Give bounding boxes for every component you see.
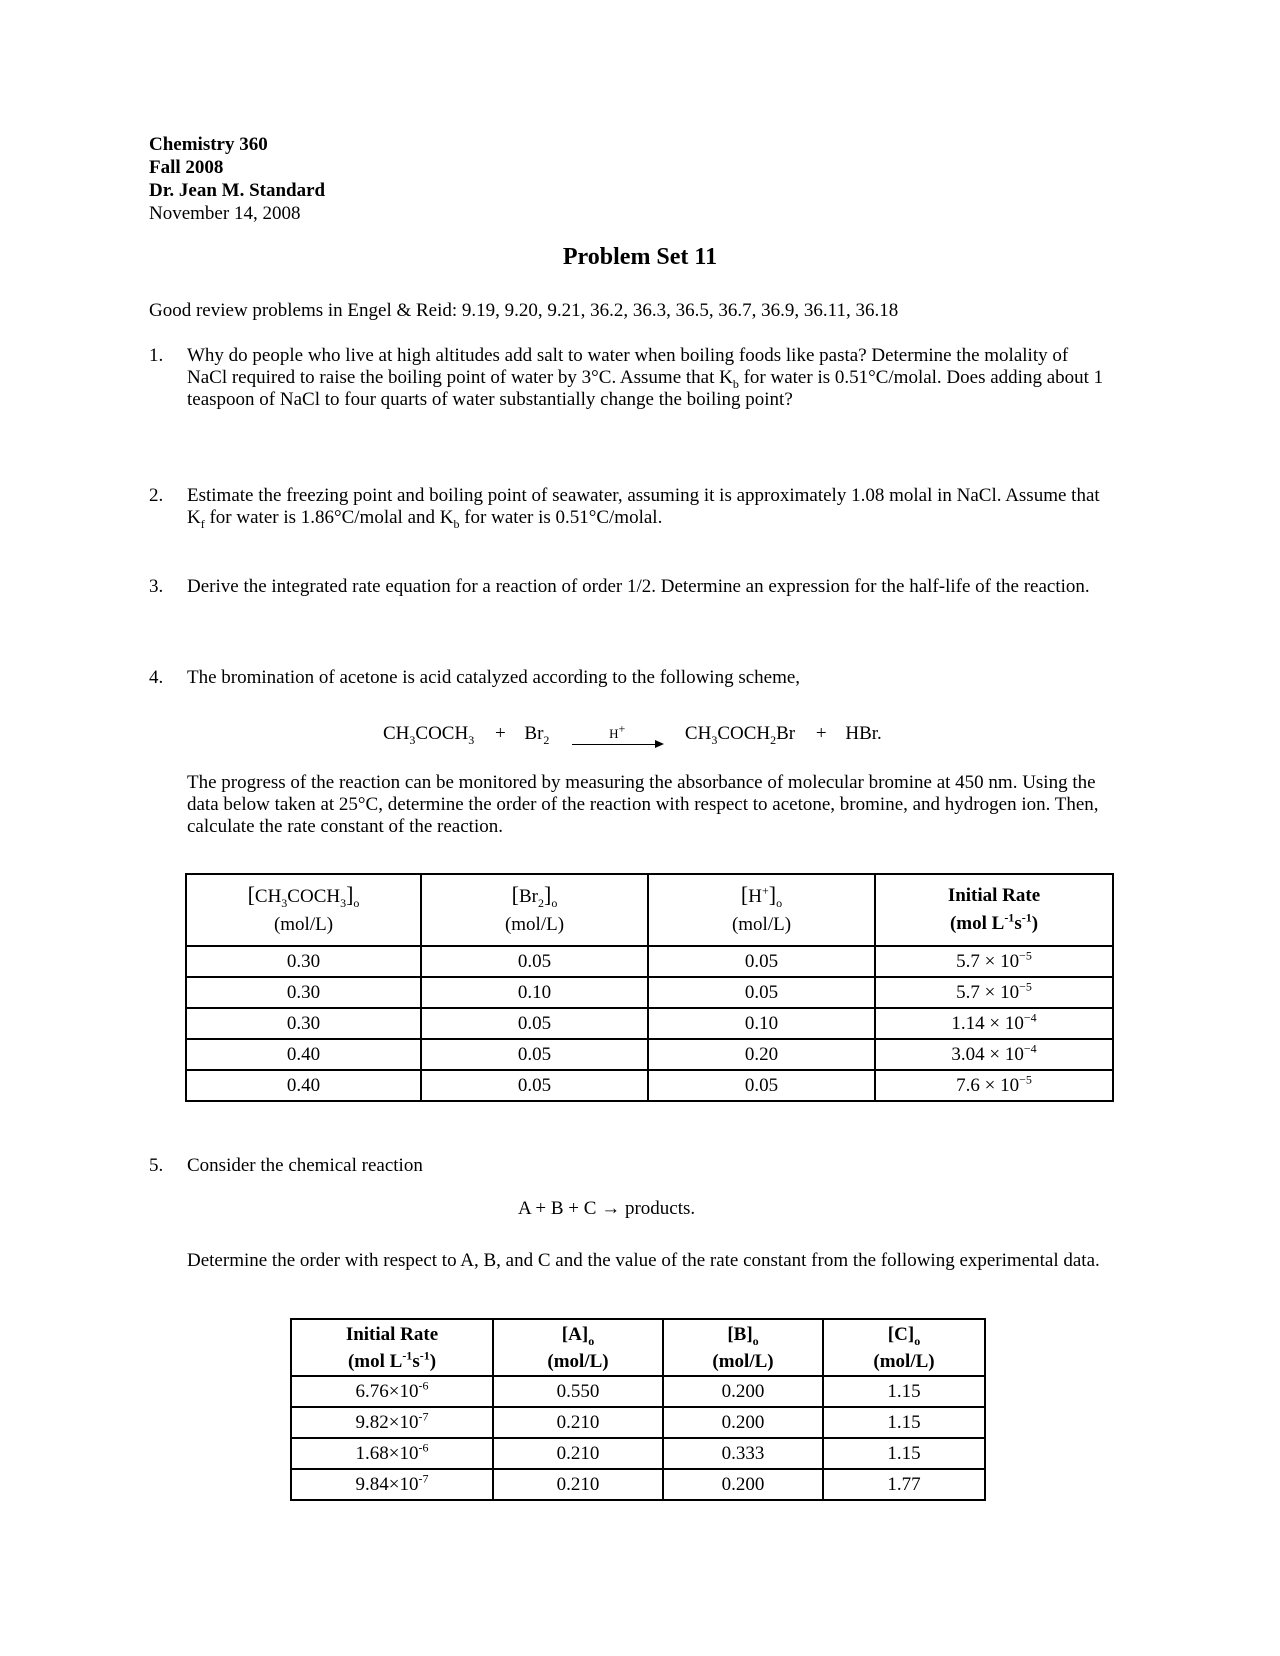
col-a: $[A]_o$ (mol/L) (493, 1319, 663, 1376)
course-title: Chemistry 360 (149, 134, 268, 155)
col-hydrogen-ion: $[H^+]_o$ (mol/L) (648, 874, 875, 946)
problem-4-number: 4. (149, 667, 164, 688)
review-problems: Good review problems in Engel & Reid: 9.19, 9.20, 9.21, 36.2, 36.3, 36.5, 36.7, 36.9, 36.11, 36.18 (149, 300, 899, 321)
abc-reaction: A + B + C → products. (518, 1198, 696, 1219)
problem-3-text: Derive the integrated rate equation for a reaction of order 1/2. Determine an expression for the half-life of the reaction. (187, 576, 1090, 597)
problem-4-text: The progress of the reaction can be monitored by measuring the absorbance of molecular bromine at 450 nm. Using the data below taken at 25°C, determine the order of the reaction with respect to acetone, bromine, and hydrogen ion. Then, calculate the rate constant of the reaction. (187, 772, 1099, 837)
table-row: 0.30 0.05 0.10 $1.14 \times 10^{-4}$ (186, 1008, 1113, 1039)
problem-5-number: 5. (149, 1155, 164, 1176)
acetone-rate-table (185, 873, 1114, 1102)
table-row: $1.68\times 10^{-6}$ 0.210 0.333 1.15 (291, 1438, 985, 1469)
table-row: $9.82\times 10^{-7}$ 0.210 0.200 1.15 (291, 1407, 985, 1438)
term: Fall 2008 (149, 157, 224, 178)
problem-2-number: 2. (149, 485, 164, 506)
table-row: $9.84\times 10^{-7}$ 0.210 0.200 1.77 (291, 1469, 985, 1500)
col-acetone: $[CH_3COCH_3]_o$ (mol/L) (186, 874, 421, 946)
product-bromoacetone: $CH_3COCH_2Br$ (684, 723, 796, 747)
table-row: $6.76\times 10^{-6}$ 0.550 0.200 1.15 (291, 1376, 985, 1407)
table-row: 0.40 0.05 0.20 $3.04 \times 10^{-4}$ (186, 1039, 1113, 1070)
col-initial-rate: Initial Rate (mol $L^{-1}s^{-1}$) (291, 1319, 493, 1376)
instructor: Dr. Jean M. Standard (149, 180, 326, 201)
col-bromine: $[Br_2]_o$ (mol/L) (421, 874, 648, 946)
table-row: 0.30 0.10 0.05 $5.7 \times 10^{-5}$ (186, 977, 1113, 1008)
bromination-reaction: $CH_3COCH_3 + Br_2$ H+ $CH_3COCH_2Br$ + HBr. (383, 721, 882, 747)
problem-4-intro: The bromination of acetone is acid catalyzed according to the following scheme, (187, 667, 801, 688)
abc-rate-table (290, 1318, 986, 1501)
plus-sign: + (494, 723, 506, 744)
problem-3-number: 3. (149, 576, 164, 597)
problem-5-text: Determine the order with respect to A, B, and C and the value of the rate constant from the following experimental data. (187, 1250, 1100, 1271)
col-initial-rate: Initial Rate (mol $L^{-1}s^{-1}$) (875, 874, 1113, 946)
problem-1-text: Why do people who live at high altitudes add salt to water when boiling foods like pasta? Determine the molality of NaCl required to raise the boiling point of water by 3°C. Assume that $K_b$ for water is 0.51°C/molal. Does adding about 1 teaspoon of NaCl to four quarts of water substantially change the boiling point? (187, 345, 1104, 410)
problem-1-number: 1. (149, 345, 164, 366)
col-b: $[B]_o$ (mol/L) (663, 1319, 823, 1376)
table-row: 0.40 0.05 0.05 $7.6 \times 10^{-5}$ (186, 1070, 1113, 1101)
problem-2-text: Estimate the freezing point and boiling point of seawater, assuming it is approximately 1.08 molal in NaCl. Assume that $K_f$ for water is 1.86°C/molal and $K_b$ for water is 0.51°C/molal. (187, 485, 1100, 531)
page-title: Problem Set 11 (562, 244, 718, 270)
product-hbr: HBr. (845, 723, 882, 744)
problem-5-intro: Consider the chemical reaction (187, 1155, 423, 1176)
date: November 14, 2008 (149, 203, 301, 224)
table-row: 0.30 0.05 0.05 $5.7 \times 10^{-5}$ (186, 946, 1113, 977)
col-c: $[C]_o$ (mol/L) (823, 1319, 985, 1376)
reactant-bromine: $Br_2$ (524, 723, 550, 747)
reactant-acetone: $CH_3COCH_3$ (383, 723, 475, 747)
plus-sign-2: + (815, 723, 827, 744)
